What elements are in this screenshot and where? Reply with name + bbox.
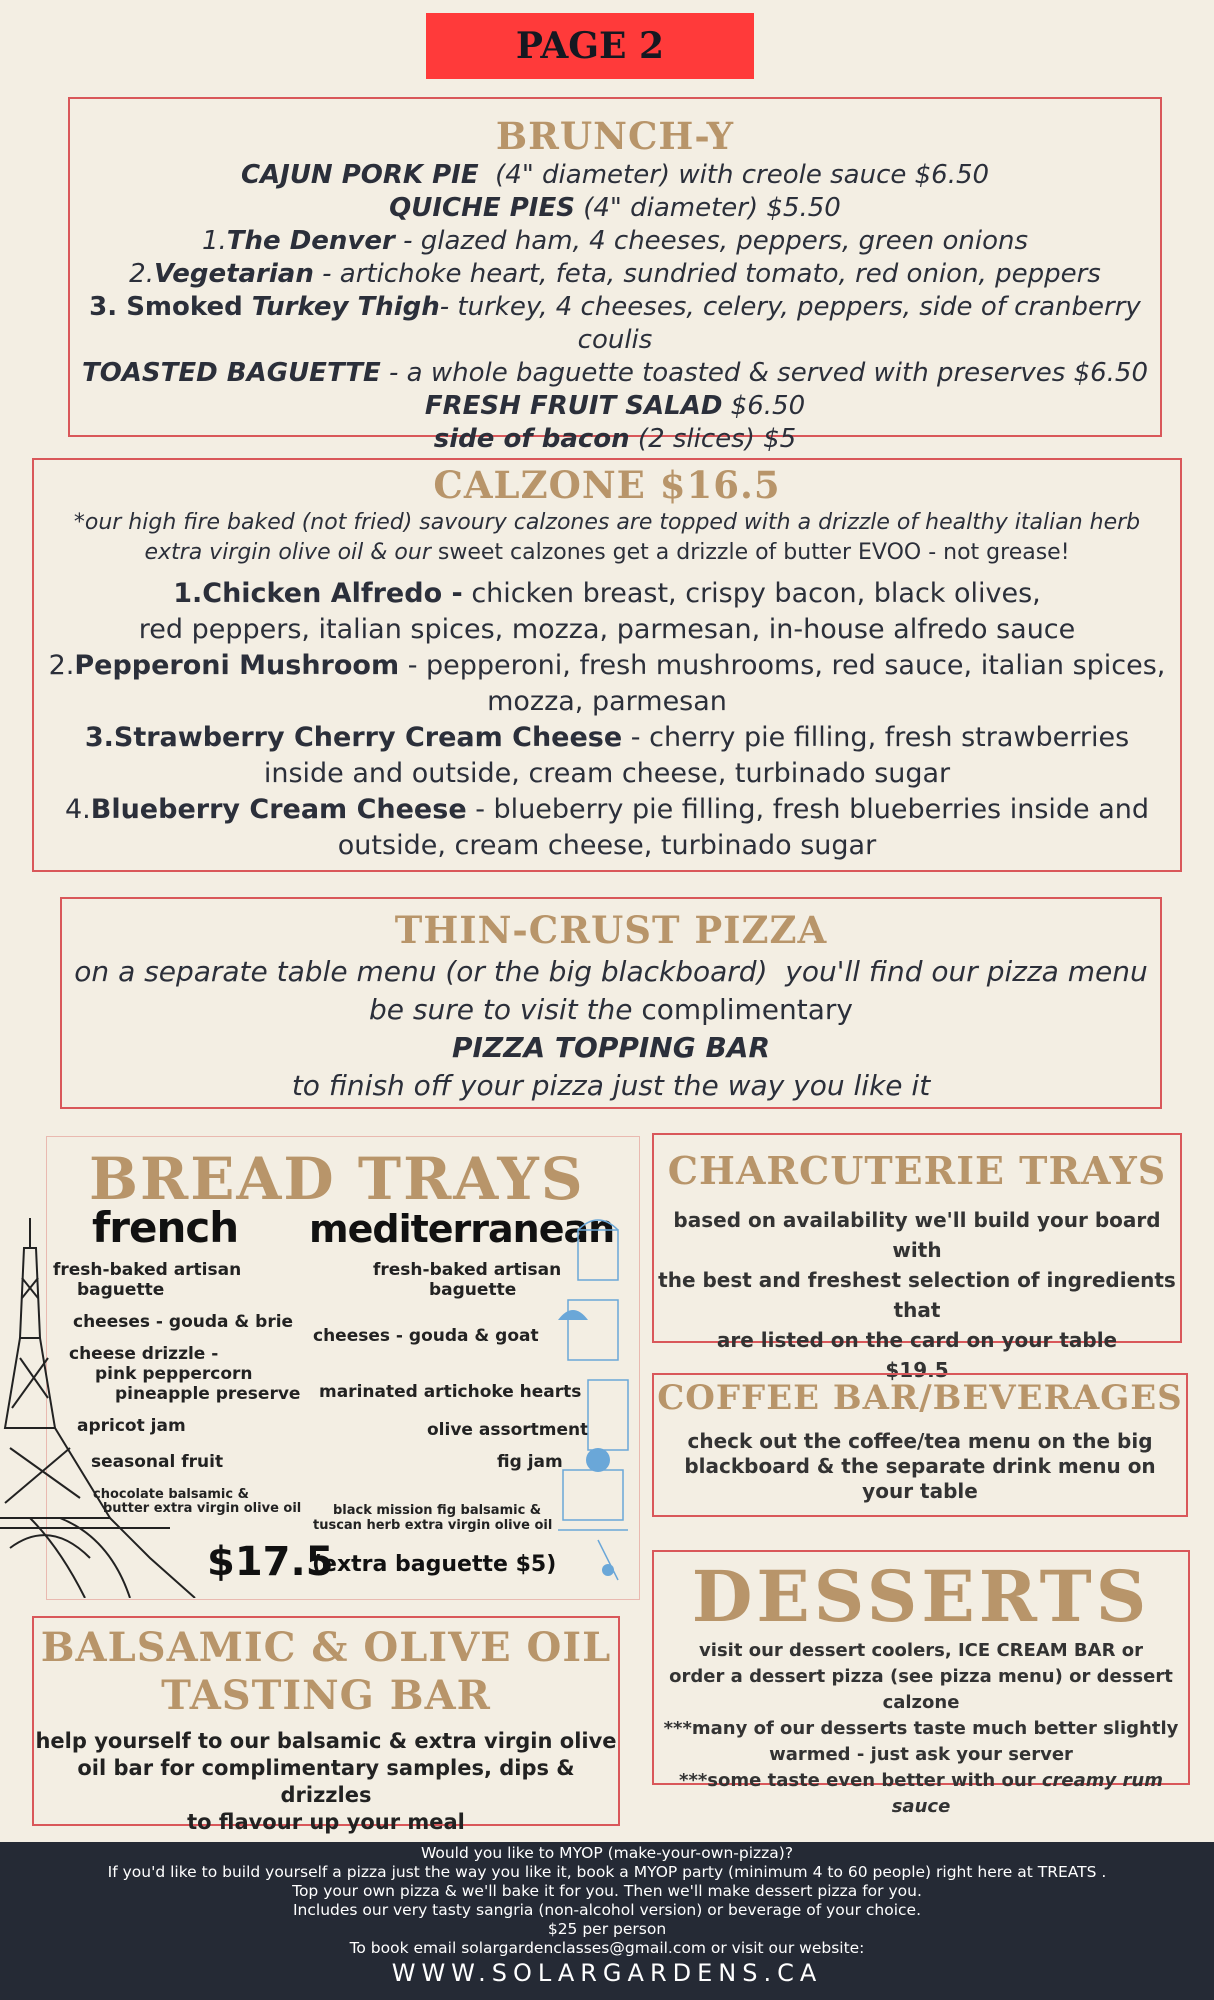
- brunch-item: [70, 291, 1160, 357]
- balsamic-title-line: TASTING BAR: [161, 1672, 491, 1719]
- balsamic-text: [34, 1728, 618, 1836]
- french-item: chocolate balsamic &: [93, 1487, 249, 1502]
- desserts-line: order a dessert pizza (see pizza menu) or dessert calzone: [669, 1666, 1173, 1713]
- note-plain: sweet calzones get a drizzle of butter EVOO - not grease!: [430, 540, 1070, 565]
- coffee-title: COFFEE BAR/BEVERAGES: [657, 1378, 1183, 1418]
- item-desc: - turkey, 4 cheeses, celery, peppers, side of cranberry coulis: [439, 292, 1141, 355]
- french-item: pineapple preserve: [115, 1384, 301, 1404]
- page-badge-label: PAGE 2: [515, 25, 665, 67]
- item-name: FRESH FRUIT SALAD: [424, 391, 723, 421]
- calzone-item: [34, 576, 1180, 648]
- charcuterie-text: [654, 1205, 1180, 1385]
- item-desc: - cherry pie filling, fresh strawberries: [622, 722, 1130, 753]
- desserts-line: visit our dessert coolers, ICE CREAM BAR or: [699, 1640, 1143, 1661]
- charcuterie-line: the best and freshest selection of ingredients that: [658, 1268, 1176, 1322]
- bread-trays-title: BREAD TRAYS: [89, 1145, 585, 1213]
- item-number: 2.: [48, 650, 75, 681]
- footer-line: $25 per person: [547, 1920, 667, 1938]
- pizza-title: THIN-CRUST PIZZA: [394, 908, 828, 952]
- bread-trays-extra: (extra baguette $5): [312, 1552, 557, 1577]
- item-name: The Denver: [226, 226, 395, 256]
- item-desc: - pepperoni, fresh mushrooms, red sauce, italian spices,: [399, 650, 1166, 681]
- item-desc: chicken breast, crispy bacon, black olives,: [462, 578, 1041, 609]
- page-badge: [426, 13, 754, 79]
- calzone-note: [54, 508, 1160, 568]
- item-desc: mozza, parmesan: [487, 686, 727, 717]
- brunch-section: [68, 97, 1162, 454]
- brunch-item: [70, 357, 1160, 390]
- item-name: 1.Chicken Alfredo -: [173, 578, 463, 609]
- french-item: apricot jam: [77, 1416, 186, 1436]
- pizza-line-plain: complimentary: [632, 993, 853, 1026]
- item-number: 2.: [129, 259, 154, 289]
- footer-line: To book email solargardenclasses@gmail.com or visit our website:: [349, 1939, 865, 1957]
- brunch-title: BRUNCH-Y: [495, 114, 735, 158]
- item-desc: - glazed ham, 4 cheeses, peppers, green onions: [394, 226, 1029, 256]
- calzone-items: [34, 576, 1180, 864]
- pizza-line: on a separate table menu (or the big blackboard) you'll find our pizza menu: [74, 955, 1148, 988]
- desserts-line: warmed - just ask your server: [769, 1744, 1073, 1765]
- pizza-line: to finish off your pizza just the way you like it: [291, 1069, 931, 1102]
- brunch-item: [70, 225, 1160, 258]
- pizza-line-italic: be sure to visit the: [369, 993, 633, 1026]
- french-item: fresh-baked artisan: [53, 1260, 242, 1280]
- footer: [0, 1842, 1214, 2000]
- desserts-section: [652, 1550, 1190, 1817]
- pizza-section: [60, 897, 1162, 1109]
- desserts-line: ***many of our desserts taste much better slightly: [663, 1718, 1179, 1739]
- item-desc: - a whole baguette toasted & served with preserves $6.50: [380, 358, 1149, 388]
- desserts-line-plain: ***some taste even better with our: [679, 1770, 1042, 1791]
- mediterranean-item: olive assortment: [427, 1420, 589, 1440]
- mediterranean-item: fresh-baked artisan: [373, 1260, 562, 1280]
- desserts-title: DESSERTS: [691, 1555, 1151, 1638]
- item-number: 4.: [64, 794, 91, 825]
- footer-line: Top your own pizza & we'll bake it for you. Then we'll make dessert pizza for you.: [292, 1882, 922, 1900]
- mediterranean-item: marinated artichoke hearts: [319, 1382, 582, 1402]
- french-item: seasonal fruit: [91, 1452, 224, 1472]
- brunch-item: [70, 192, 1160, 225]
- item-desc: (2 slices) $5: [629, 424, 797, 454]
- desserts-line-italic: creamy rum sauce: [891, 1770, 1163, 1817]
- coffee-section: [652, 1373, 1188, 1517]
- calzone-title: CALZONE $16.5: [433, 463, 781, 507]
- item-name: Vegetarian: [153, 259, 314, 289]
- calzone-item: [34, 648, 1180, 720]
- mediterranean-item: fig jam: [497, 1452, 563, 1472]
- item-name: 3.Strawberry Cherry Cream Cheese: [84, 722, 623, 753]
- brunch-items: [70, 159, 1160, 456]
- item-desc: outside, cream cheese, turbinado sugar: [337, 830, 877, 861]
- brunch-item: [70, 423, 1160, 456]
- desserts-line: [654, 1768, 1188, 1820]
- pizza-text: [62, 953, 1160, 1105]
- balsamic-line: oil bar for complimentary samples, dips & drizzles: [77, 1756, 575, 1807]
- balsamic-section: [32, 1616, 620, 1834]
- charcuterie-line: are listed on the card on your table: [716, 1328, 1118, 1352]
- brunch-item: [70, 258, 1160, 291]
- brunch-item: [70, 159, 1160, 192]
- french-item: pink peppercorn: [95, 1364, 253, 1384]
- footer-line: If you'd like to build yourself a pizza just the way you like it, book a MYOP party (minimum 4 to 60 people) right here at TREATS .: [107, 1863, 1107, 1881]
- item-desc: inside and outside, cream cheese, turbinado sugar: [263, 758, 951, 789]
- item-name: TOASTED BAGUETTE: [81, 358, 381, 388]
- desserts-text: [654, 1638, 1188, 1820]
- item-name: side of bacon: [433, 424, 630, 454]
- note-italic: *our high fire baked (not fried) savoury calzones are topped with a drizzle of healthy italian herb extra virgin olive oil & our: [73, 510, 1141, 565]
- mediterranean-item: cheeses - gouda & goat: [313, 1326, 539, 1346]
- balsamic-title-line: BALSAMIC & OLIVE OIL: [40, 1624, 612, 1671]
- mediterranean-item: tuscan herb extra virgin olive oil: [313, 1518, 553, 1533]
- french-item: baguette: [77, 1280, 165, 1300]
- calzone-item: [34, 720, 1180, 792]
- item-desc: $6.50: [722, 391, 806, 421]
- footer-line: Includes our very tasty sangria (non-alcohol version) or beverage of your choice.: [292, 1901, 922, 1919]
- calzone-item: [34, 792, 1180, 864]
- french-heading: french: [92, 1203, 239, 1252]
- pizza-topping-bar: PIZZA TOPPING BAR: [451, 1031, 771, 1064]
- balsamic-line: help yourself to our balsamic & extra virgin olive: [35, 1729, 617, 1753]
- mediterranean-heading: mediterranean: [309, 1207, 615, 1251]
- footer-website-link[interactable]: WWW.SOLARGARDENS.CA: [391, 1959, 823, 1987]
- charcuterie-section: [652, 1133, 1182, 1382]
- item-desc: - artichoke heart, feta, sundried tomato, red onion, peppers: [313, 259, 1101, 289]
- item-desc: - blueberry pie filling, fresh blueberries inside and: [466, 794, 1150, 825]
- balsamic-title: [34, 1624, 618, 1720]
- item-name: Pepperoni Mushroom: [74, 650, 400, 681]
- mediterranean-item: black mission fig balsamic &: [333, 1503, 542, 1518]
- balsamic-line: to flavour up your meal: [187, 1810, 465, 1834]
- coffee-text: check out the coffee/tea menu on the big blackboard & the separate drink menu on your table: [684, 1429, 1156, 1503]
- mediterranean-illustration: [548, 1210, 638, 1590]
- calzone-section: [32, 458, 1182, 872]
- footer-line: Would you like to MYOP (make-your-own-pizza)?: [420, 1844, 794, 1862]
- item-number: 1.: [201, 226, 227, 256]
- brunch-item: [70, 390, 1160, 423]
- charcuterie-price: $19.5: [885, 1358, 949, 1382]
- french-item: butter extra virgin olive oil: [103, 1501, 302, 1516]
- item-name: Turkey Thigh: [251, 292, 440, 322]
- item-desc: (4" diameter) with creole sauce $6.50: [478, 160, 990, 190]
- pizza-line: [62, 991, 1160, 1029]
- item-name: Blueberry Cream Cheese: [90, 794, 467, 825]
- item-name: CAJUN PORK PIE: [240, 160, 479, 190]
- item-name: 3. Smoked: [89, 292, 252, 322]
- charcuterie-title: CHARCUTERIE TRAYS: [667, 1148, 1167, 1193]
- french-item: cheeses - gouda & brie: [73, 1312, 294, 1332]
- mediterranean-item: baguette: [429, 1280, 517, 1300]
- item-name: QUICHE PIES: [389, 193, 575, 223]
- french-item: cheese drizzle -: [69, 1344, 219, 1364]
- bread-trays-price: $17.5: [207, 1539, 334, 1585]
- item-desc: red peppers, italian spices, mozza, parmesan, in-house alfredo sauce: [138, 614, 1076, 645]
- charcuterie-line: based on availability we'll build your board with: [673, 1208, 1161, 1262]
- item-desc: (4" diameter) $5.50: [574, 193, 841, 223]
- eiffel-tower-illustration: [0, 1218, 205, 1598]
